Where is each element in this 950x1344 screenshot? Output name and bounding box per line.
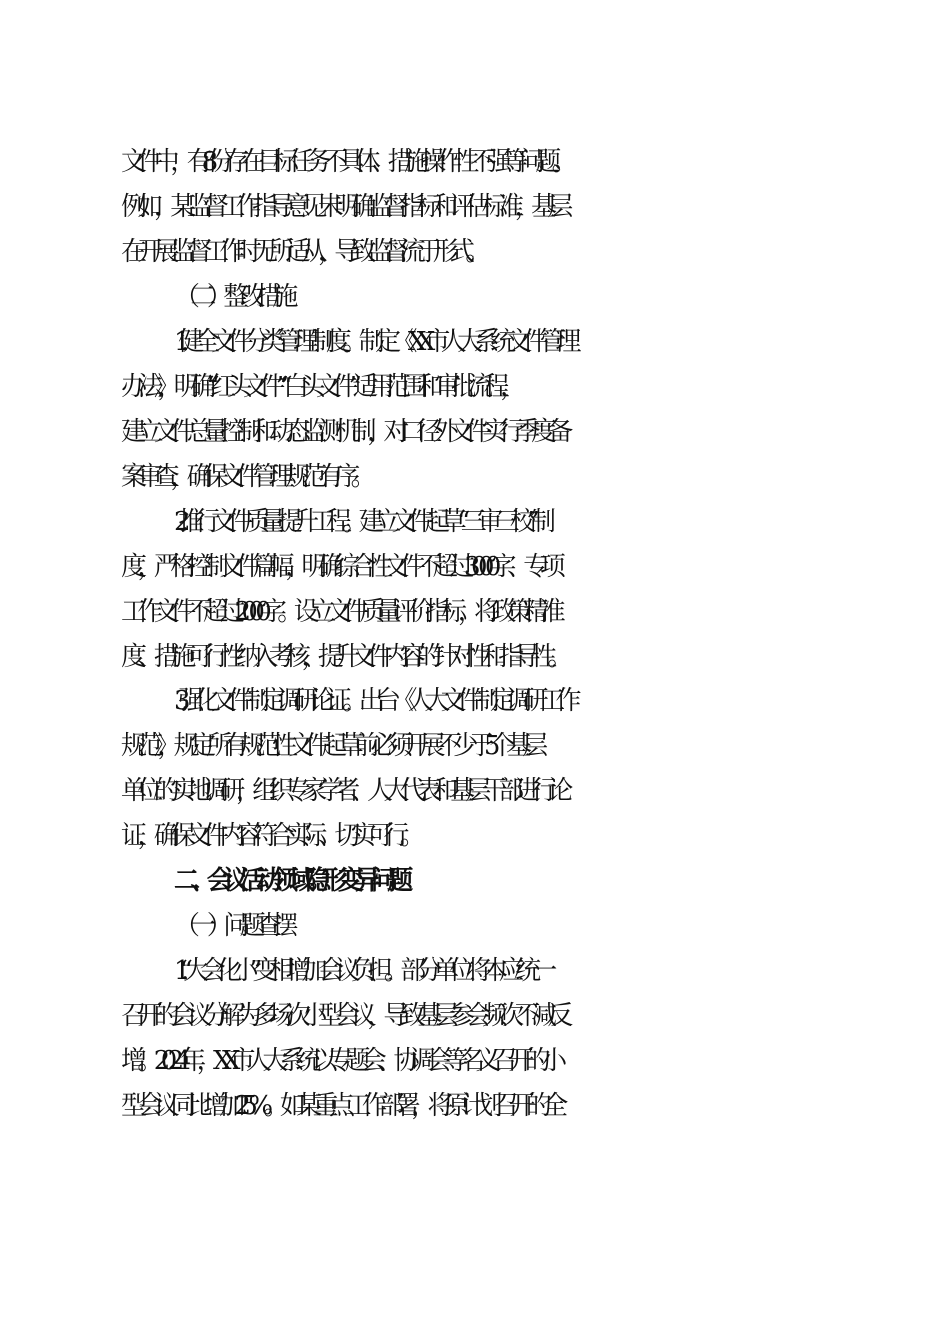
paragraph-line: 型会议同比增加 25%。如某重点工作部署，将原计划召开的全 <box>121 1091 559 1121</box>
paragraph-line: 度，严格控制文件篇幅，明确综合性文件不超过 3000 字、专项 <box>121 552 557 582</box>
paragraph-line: 办法》，明确“红头文件”“白头文件”适用范围和审批流程， <box>121 372 517 402</box>
paragraph-line: 工作文件不超过 2000 字。设立文件质量评价指标，将政策精准 <box>121 597 557 627</box>
paragraph-line: 例如，某监督工作指导意见未明确监督指标和评估标准，基层 <box>121 192 564 222</box>
paragraph-line: 2. 推行文件质量提升工程。建立文件起草“三审三校”制 <box>174 507 547 537</box>
paragraph-line: 建立文件总量控制和动态监测机制，对口径外文件实行季度备 <box>121 417 564 447</box>
paragraph-line: 度、措施可行性纳入考核，提升文件内容的针对性和指导性。 <box>121 642 564 672</box>
paragraph-line: 在开展监督工作时无所适从，导致监督流于形式。 <box>121 237 482 267</box>
chapter-heading: 二、会议活动领域隐形变异问题 <box>174 866 404 896</box>
section-heading: （二）整改措施 <box>174 282 289 312</box>
paragraph-line: 证，确保文件内容符合实际、切实可行。 <box>121 821 417 851</box>
paragraph-line: 1. 健全文件分类管理制度。制定《XX 市人大系统文件管理 <box>174 327 572 357</box>
paragraph-line: 文件中，有 8 份存在目标任务不具体、措施操作性不强等问题。 <box>121 147 569 177</box>
paragraph-line: 单位的实地调研，组织专家学者、人大代表和基层干部进行论 <box>121 776 564 806</box>
paragraph-line: 召开的会议分解为多场次小型会议，导致基层参会频次不减反 <box>121 1001 564 1031</box>
paragraph-line: 规范》，规定所有规范性文件起草前必须开展不少于 5 个基层 <box>121 731 539 761</box>
paragraph-line: 3. 强化文件制定调研论证。出台《人大文件制定调研工作 <box>174 686 572 716</box>
paragraph-line: 1.“大会化小”变相增加会议负担。部分单位将本应统一 <box>174 956 548 986</box>
section-heading: （一）问题查摆 <box>174 911 289 941</box>
paragraph-line: 案审查，确保文件管理规范有序。 <box>121 462 368 492</box>
paragraph-line: 增。2024 年，XX 市人大系统以专题会、协调会等名义召开的小 <box>121 1046 558 1076</box>
